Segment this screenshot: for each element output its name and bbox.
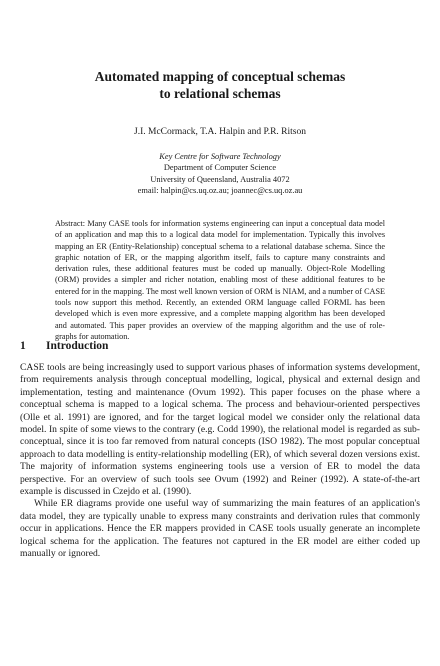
- section-title: Introduction: [46, 340, 109, 352]
- paragraph-2-text: While ER diagrams provide one useful way of summarizing the main features of an application's data model, they are typically unable to express many constraints and derivation rules that commonly occur in applications. Hence the ER mappers provided in CASE tools usually generate an incomplete logical schema for the application. The features not captured in the ER model are either coded up manually or ignored.: [20, 498, 420, 560]
- title-line-2: to relational schemas: [159, 86, 281, 101]
- paragraph-2: [20, 498, 420, 560]
- paper-title: [40, 68, 400, 102]
- abstract-label: Abstract:: [55, 219, 86, 228]
- affiliation-block: [60, 151, 380, 197]
- paragraph-1-lead: CASE: [20, 362, 45, 373]
- abstract-text: Many CASE tools for information systems engineering can input a conceptual data model of an application and map this to a logical data model for implementation. Typically this involves mapping an ER (Entity-Relationship) conceptual schema to a relational database schema. Since the graphic notation of ER, or the mapping algorithm itself, fails to capture many constraints and derivation rules, these additional features must be coded up manually. Object-Role Modelling (ORM) provides a simpler and richer notation, enabling most of these additional features to be entered for in the mapping. The most well known version of ORM is NIAM, and a number of CASE tools now support this method. Recently, an extended ORM language called FORML has been developed which is even more expressive, and a complete mapping algorithm has been developed and automated. This paper provides an overview of the mapping algorithm and the use of role-graphs for automation.: [55, 219, 385, 341]
- affiliation-email: email: halpin@cs.uq.oz.au; joannec@cs.uq.oz.au: [137, 186, 303, 196]
- abstract: [55, 218, 385, 342]
- section-heading: [20, 340, 108, 352]
- affiliation-university: University of Queensland, Australia 4072: [150, 174, 290, 184]
- affiliation-institution: Key Centre for Software Technology: [159, 152, 281, 161]
- paragraph-1: [20, 362, 420, 498]
- author-list: J.I. McCormack, T.A. Halpin and P.R. Ritson: [134, 127, 306, 137]
- title-line-1: Automated mapping of conceptual schemas: [94, 69, 346, 84]
- paragraph-1-text: tools are being increasingly used to support various phases of information systems development, from requirements analysis through conceptual modelling, logical, physical and external design and implementation, testing and maintenance (Ovum 1992). This paper focuses on the phase where a conceptual schema is mapped to a logical schema. The process and behaviour-oriented perspectives (Olle et al. 1991) are ignored, and for the target logical model we consider only the relational data model. In spite of some views to the contrary (e.g. Codd 1990), the relational model is regarded as sub-conceptual, since it is too far removed from natural concepts (ISO 1982). The most popular conceptual approach to data modelling is entity-relationship modelling (ER), of which several dozen versions exist. The majority of information systems engineering tools use a version of ER to model the data perspective. For an overview of such tools see Ovum (1992) and Reiner (1992). A state-of-the-art example is discussed in Czejdo et al. (1990).: [20, 362, 420, 498]
- section-number: 1: [20, 340, 26, 352]
- affiliation-department: Department of Computer Science: [163, 163, 277, 173]
- section-body: [20, 362, 420, 561]
